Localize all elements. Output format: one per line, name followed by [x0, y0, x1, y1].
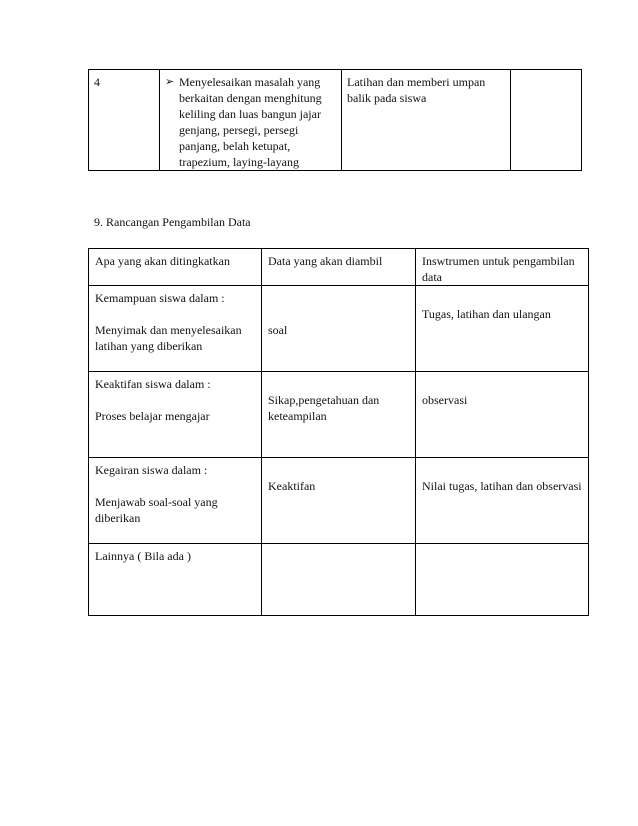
- instrument-cell: [416, 544, 589, 616]
- aspect-cell: [89, 372, 262, 458]
- row-number-cell: [89, 70, 160, 171]
- data-cell: [262, 286, 416, 372]
- bullet-item: [165, 74, 336, 170]
- activity-text: Menyelesaikan masalah yang berkaitan dengan menghitung keliling dan luas bangun jajar genjang, persegi, persegi panjang, belah ketupat, trapezium, laying-layang: [179, 75, 322, 169]
- aspect-cell: [89, 286, 262, 372]
- aspect-title: Kegairan siswa dalam :: [95, 463, 208, 477]
- activity-table: [88, 69, 582, 171]
- data-cell: [262, 458, 416, 544]
- teacher-activity-cell: [342, 70, 511, 171]
- aspect-detail: Menyimak dan menyelesaikan latihan yang diberikan: [95, 323, 242, 353]
- data-cell: [262, 544, 416, 616]
- table-row: [89, 372, 589, 458]
- table-row: [89, 458, 589, 544]
- section-title: 9. Rancangan Pengambilan Data: [94, 215, 251, 229]
- aspect-title: Kemampuan siswa dalam :: [95, 291, 225, 305]
- aspect-cell: [89, 458, 262, 544]
- data-text: soal: [268, 323, 288, 337]
- row-number: 4: [94, 75, 100, 89]
- instrument-text: Tugas, latihan dan ulangan: [422, 307, 551, 321]
- table-row: [89, 544, 589, 616]
- data-cell: [262, 372, 416, 458]
- arrow-bullet-icon: ➢: [165, 75, 175, 88]
- table-row: [89, 286, 589, 372]
- notes-cell: [511, 70, 582, 171]
- instrument-cell: [416, 286, 589, 372]
- table-header-row: [89, 249, 589, 286]
- aspect-cell: [89, 544, 262, 616]
- header-cell: Apa yang akan ditingkatkan: [89, 249, 262, 286]
- aspect-detail: Menjawab soal-soal yang diberikan: [95, 495, 218, 525]
- activity-cell: [160, 70, 342, 171]
- header-cell: Inswtrumen untuk pengambilan data: [416, 249, 589, 286]
- data-text: Sikap,pengetahuan dan keteampilan: [268, 393, 380, 423]
- aspect-title: Lainnya ( Bila ada ): [95, 549, 191, 563]
- table-row: [89, 70, 582, 171]
- instrument-cell: [416, 458, 589, 544]
- data-text: Keaktifan: [268, 479, 316, 493]
- aspect-title: Keaktifan siswa dalam :: [95, 377, 211, 391]
- teacher-activity-text: Latihan dan memberi umpan balik pada siswa: [347, 75, 486, 105]
- instrument-text: observasi: [422, 393, 468, 407]
- instrument-text: Nilai tugas, latihan dan observasi: [422, 479, 582, 493]
- aspect-detail: Proses belajar mengajar: [95, 409, 210, 423]
- instrument-cell: [416, 372, 589, 458]
- data-collection-table: [88, 248, 589, 616]
- header-cell: Data yang akan diambil: [262, 249, 416, 286]
